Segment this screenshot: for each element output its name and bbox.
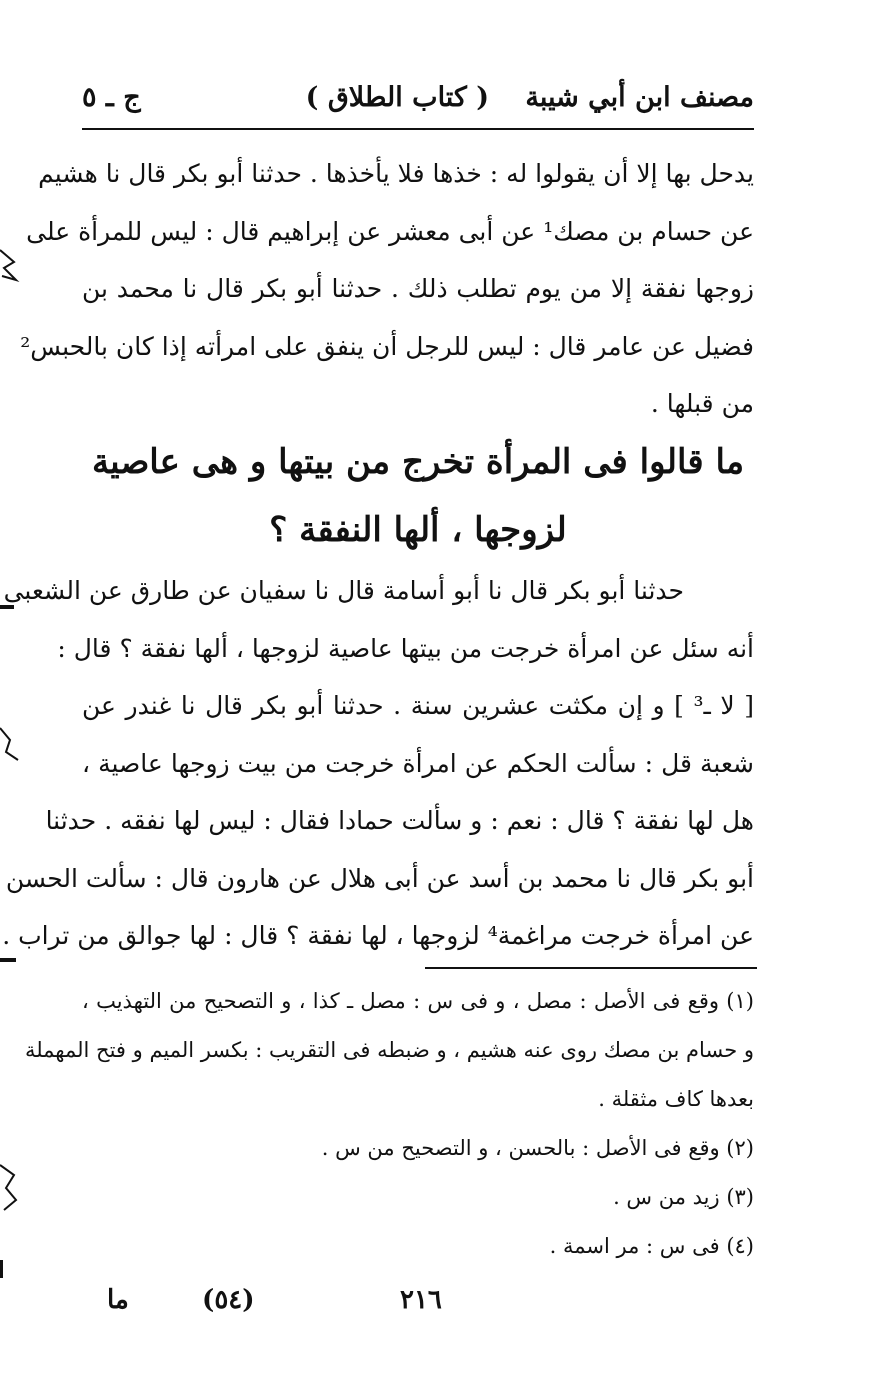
chapter-title: ( كتاب الطلاق ) [305,82,489,113]
text-line: هل لها نفقة ؟ قال : نعم : و سألت حمادا فقال : ليس لها نفقه . حدثنا [45,806,754,835]
section-title [82,428,754,564]
paragraph-1 [20,145,754,433]
text-line: عن حسام بن مصك¹ عن أبى معشر عن إبراهيم قال : ليس للمرأة على [26,216,754,246]
text-line: [ لا ـ³ ] و إن مكثت عشرين سنة . حدثنا أبو بكر قال نا غندر عن [82,691,754,720]
header-rule [82,128,754,130]
text-line: أبو بكر قال نا محمد بن أسد عن أبى هلال عن هارون قال : سألت الحسن [5,863,754,893]
paragraph-2 [2,562,754,965]
text-line: يدحل بها إلا أن يقولوا له : خذها فلا يأخذها . حدثنا أبو بكر قال نا هشيم [38,159,754,188]
edge-mark [0,728,18,760]
footnotes [24,977,754,1271]
text-line: فضيل عن عامر قال : ليس للرجل أن ينفق على امرأته إذا كان بالحبس² [20,331,754,361]
page-footer [82,1285,754,1325]
book-title: مصنف ابن أبي شيبة [525,82,754,113]
footnote-line: (١) وقع فى الأصل : مصل ، و فى س : مصل ـ كذا ، و التصحيح من التهذيب ، [82,989,754,1013]
volume-number: ج ـ ٥ [82,82,141,113]
footnote-line: (٤) فى س : مر اسمة . [549,1234,754,1258]
text-line: عن امرأة خرجت مراغمة⁴ لزوجها ، لها نفقة ؟ قال : لها جوالق من تراب . [2,921,754,950]
text-line: من قبلها . [650,389,754,418]
footnote-rule [425,967,757,969]
text-line: شعبة قل : سألت الحكم عن امرأة خرجت من بيت زوجها عاصية ، [82,748,754,778]
text-line: حدثنا أبو بكر قال نا أبو أسامة قال نا سفيان عن طارق عن الشعبى [3,576,684,605]
footnote-line: بعدها كاف مثقلة . [598,1087,754,1111]
text-line: زوجها نفقة إلا من يوم تطلب ذلك . حدثنا أبو بكر قال نا محمد بن [82,274,754,303]
footnote-line: (٣) زيد من س . [613,1185,754,1209]
edge-mark [0,1165,16,1210]
section-title-line: لزوجها ، ألها النفقة ؟ [269,510,567,550]
text-line: أنه سئل عن امرأة خرجت من بيتها عاصية لزوجها ، ألها نفقة ؟ قال : [57,633,754,663]
edge-mark [0,250,16,280]
page-number: ٢١٦ [400,1285,442,1315]
running-header [82,82,754,122]
footnote-line: (٢) وقع فى الأصل : بالحسن ، و التصحيح من س . [321,1136,754,1160]
edge-mark [0,1260,3,1278]
signature-mark: (٥٤) [202,1285,255,1315]
catchword: ما [107,1285,129,1315]
footnote-line: و حسام بن مصك روى عنه هشيم ، و ضبطه فى التقريب : بكسر الميم و فتح المهملة [24,1038,754,1062]
edge-mark [0,605,14,609]
scan-artifacts [0,0,30,1385]
edge-mark [0,958,16,962]
section-title-line: ما قالوا فى المرأة تخرج من بيتها و هى عاصية [91,442,745,482]
